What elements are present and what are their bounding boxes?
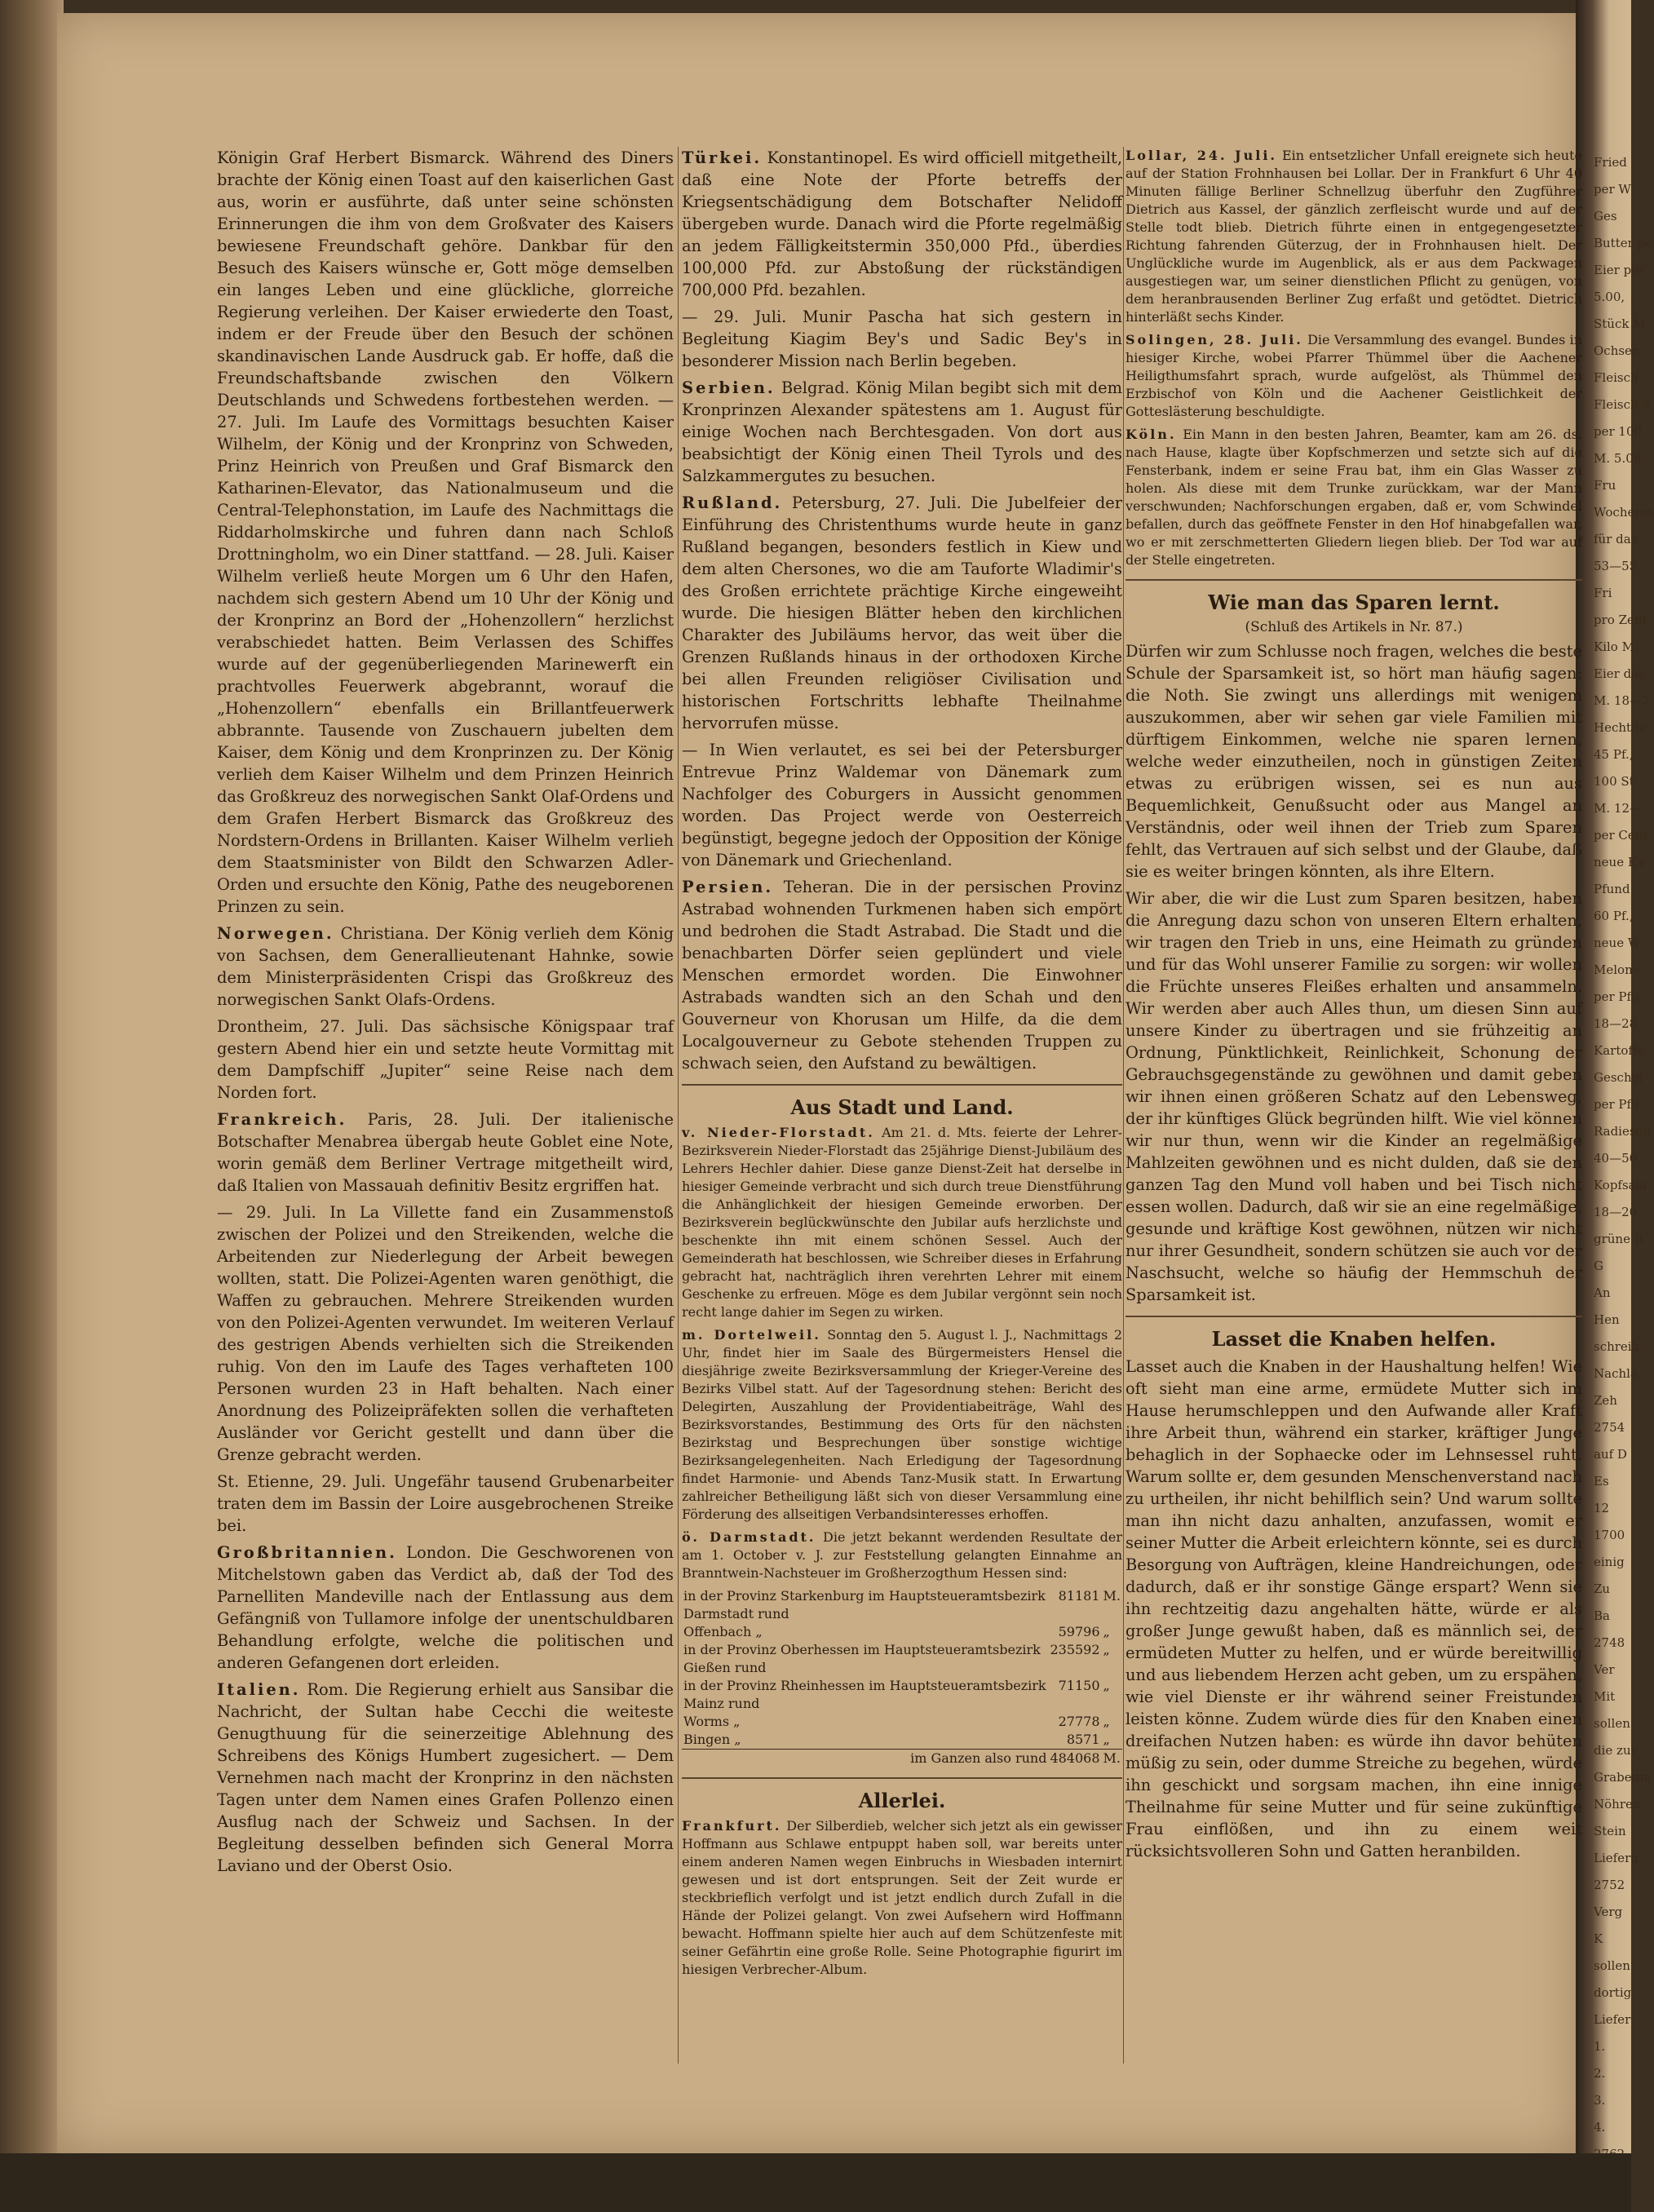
lead: Frankfurt. xyxy=(682,1818,782,1834)
edge-fragment: neue Ka xyxy=(1594,855,1644,869)
news-florstadt xyxy=(682,1124,1122,1321)
body: Die jetzt bekannt werdenden Resultate der am 1. October v. J. zur Feststellung gelangten Einnahme an Branntwein-Nachsteuer im Großherzogthum Hessen sind: xyxy=(682,1529,1123,1581)
article-turkey xyxy=(682,147,1122,301)
column-1 xyxy=(217,147,674,1882)
body: London. Die Geschworenen von Mitchelstown gaben das Verdict ab, daß der Tod des Parnelliten Mandeville nach der Entlassung aus dem Gefängniß von Tullamore infolge der unentschuldbaren Behandlung erfolgte, welche die politischen und anderen Gefangenen dort erleiden. xyxy=(217,1543,674,1672)
edge-fragment: Radiesch xyxy=(1594,1124,1651,1139)
edge-fragment: Ba xyxy=(1594,1608,1610,1623)
edge-fragment: Nöhren xyxy=(1594,1797,1641,1812)
news-lollar xyxy=(1126,147,1582,326)
edge-fragment: Pfund xyxy=(1594,882,1630,896)
edge-fragment: Nachla xyxy=(1594,1366,1638,1381)
tax-label: in der Provinz Rheinhessen im Hauptsteueramtsbezirk Mainz rund xyxy=(683,1678,1046,1711)
edge-fragment: sollen xyxy=(1594,1716,1630,1731)
edge-fragment: Wochenm xyxy=(1594,505,1654,520)
column-rule xyxy=(678,147,679,2064)
column-3 xyxy=(1126,147,1582,1867)
edge-fragment: 12 xyxy=(1594,1501,1610,1515)
tax-value: 59796 xyxy=(1058,1624,1100,1639)
edge-fragment: per 100 xyxy=(1594,424,1643,439)
edge-fragment: Hen xyxy=(1594,1312,1620,1327)
edge-fragment: per Cent xyxy=(1594,828,1648,843)
section-heading-knaben: Lasset die Knaben helfen. xyxy=(1211,1327,1497,1351)
edge-fragment: M. 18—2 xyxy=(1594,693,1650,708)
edge-fragment: 2754 xyxy=(1594,1420,1625,1435)
lead: Köln. xyxy=(1126,427,1177,442)
book-binding xyxy=(0,0,64,2212)
column-2 xyxy=(682,147,1122,1984)
tax-row xyxy=(682,1731,1122,1750)
edge-fragment: 100 St xyxy=(1594,774,1634,789)
lead: Solingen, 28. Juli. xyxy=(1126,332,1303,347)
tax-row xyxy=(682,1587,1122,1623)
article-france xyxy=(217,1108,674,1197)
tax-unit: „ xyxy=(1103,1732,1110,1747)
lead: Großbritannien. xyxy=(217,1543,397,1562)
edge-fragment: 2748 xyxy=(1594,1635,1625,1650)
edge-fragment: 40—50 xyxy=(1594,1151,1638,1166)
edge-fragment: Fri xyxy=(1594,586,1612,600)
body: Der Silberdieb, welcher sich jetzt als ein gewisser Hoffmann aus Schlawe entpuppt haben soll, war bereits unter einem anderen Namen wegen Einbruchs in Wiesbaden internirt gewesen und ist dort entsprungen. Seit der Zeit wurde er steckbrieflich verfolgt und ist jetzt endlich durch Zufall in die Hände der Polizei gelangt. Von zwei Aufsehern wird Hoffmann bewacht. Hoffmann spielte hier auch auf dem Schützenfeste mit seiner Gefährtin eine große Rolle. Seine Photographie figurirt im hiesigen Verbrecher-Album. xyxy=(682,1818,1122,1977)
body: Paris, 28. Juli. Der italienische Botschafter Menabrea übergab heute Goblet eine Note, worin gemäß dem Berliner Vertrage mitgetheilt wird, daß Italien von Massauah definitiv Besitz ergriffen hat. xyxy=(217,1110,674,1195)
tax-value: 8571 xyxy=(1066,1732,1100,1747)
edge-fragment: die zur xyxy=(1594,1743,1637,1758)
edge-fragment: Eier per xyxy=(1594,263,1645,277)
body: Die Versammlung des evangel. Bundes in hiesiger Kirche, wobei Pfarrer Thümmel über die Aachener Heiligthumsfahrt sprach, wurde aufgelöst, als Thümmel den Erzbischof von Köln und die Aachener Geistlichkeit der Gotteslästerung beschuldigte. xyxy=(1126,332,1582,419)
tax-unit: „ xyxy=(1103,1678,1110,1693)
edge-fragment: Eier das xyxy=(1594,666,1645,681)
edge-fragment: Mit xyxy=(1594,1689,1616,1704)
article-drontheim: Drontheim, 27. Juli. Das sächsische Königspaar traf gestern Abend hier ein und setzte heute Vormittag mit dem Dampfschiff „Jupiter“ seine Reise nach dem Norden fort. xyxy=(217,1017,674,1102)
edge-fragment: 2. xyxy=(1594,2066,1606,2081)
edge-fragment: Fru xyxy=(1594,478,1616,493)
body: Konstantinopel. Es wird officiell mitgetheilt, daß eine Note der Pforte betreffs der Kriegsentschädigung dem Botschafter Nelidoff übergeben wurde. Danach wird die Pforte regelmäßig an jedem Fälligkeitstermin 350,000 Pfd., überdies 100,000 Pfd. zur Abstoßung der rückständigen 700,000 Pfd. bezahlen. xyxy=(682,148,1122,299)
edge-fragment: Es xyxy=(1594,1474,1609,1489)
sparen-paragraph-1: Dürfen wir zum Schlusse noch fragen, welches die beste Schule der Sparsamkeit ist, so hört man häufig sagen: die Noth. Sie zwingt uns allerdings mit wenigem auszukommen, aber wir sehen gar viele Familien mit dürftigem Einkommen, welche nie sparen lernen, welche weder einzutheilen, noch in günstigen Zeiten etwas zu erübrigen wissen, sei es nun aus Bequemlichkeit, Genußsucht oder aus Mangel an Verständnis, oder weil ihnen der Trieb zum Sparen fehlt, das Vertrauen auf sich selbst und der Glaube, daß sie es weiter bringen könnten, als ihre Eltern. xyxy=(1126,642,1582,881)
lead: Norwegen. xyxy=(217,924,334,943)
lead: Serbien. xyxy=(682,378,776,397)
edge-fragment: pro Zent xyxy=(1594,613,1647,627)
local-news xyxy=(682,1124,1122,1582)
lead: Persien. xyxy=(682,878,774,896)
article-norway xyxy=(217,922,674,1011)
lead: Lollar, 24. Juli. xyxy=(1126,148,1277,163)
tax-label: in der Provinz Oberhessen im Hauptsteueramtsbezirk Gießen rund xyxy=(683,1642,1041,1675)
body: Sonntag den 5. August l. J., Nachmittags 2 Uhr, findet hier im Saale des Bürgermeisters Hensel die diesjährige zweite Bezirksversammlung der Krieger-Vereine des Bezirks Vilbel statt. Auf der Tagesordnung stehen: Bericht des Delegirten, Auszahlung der Providentiabeiträge, Wahl des Bezirksvorstandes, Bestimmung des Orts für den nächsten Bezirkstag und Besprechungen über sonstige wichtige Bezirksangelegenheiten. Nach Erledigung der Tagesordnung findet Harmonie- und Abends Tanz-Musik statt. In Erwartung zahlreicher Betheiligung läßt sich von dieser Versammlung eine Förderung des allseitigen Verbandsinteresses erhoffen. xyxy=(682,1327,1122,1522)
body: Am 21. d. Mts. feierte der Lehrer-Bezirksverein Nieder-Florstadt das 25jährige Dienst-Jubiläum des Lehrers Hechler dahier. Diese ganze Dienst-Zeit hat derselbe in hiesiger Gemeinde verbracht und sich durch treue Dienstführung die Anhänglichkeit der hiesigen Gemeinde erworben. Der Bezirksverein beglückwünschte den Jubilar aufs herzlichste und beschenkte ihn mit einem schönen Sessel. Auch der Gemeinderath hat beschlossen, wie Schreiber dieses in Erfahrung gebracht hat, nachträglich ihren verehrten Lehrer mit einem Geschenke zu erfreuen. Möge es dem Jubilar vergönnt sein noch recht lange dahier im Segen zu wirken. xyxy=(682,1125,1122,1320)
edge-fragment: Verg xyxy=(1594,1905,1623,1919)
edge-fragment: M. 5.00 xyxy=(1594,451,1642,466)
edge-fragment: auf D xyxy=(1594,1447,1627,1462)
edge-fragment: Kopfsala xyxy=(1594,1178,1647,1192)
body: Ein entsetzlicher Unfall ereignete sich heute auf der Station Frohnhausen bei Lollar. Der in Frankfurt 6 Uhr 40 Minuten fällige Berliner Schnellzug überfuhr den Zugführer Dietrich aus Kassel, der gänzlich zerfleischt wurde und auf der Stelle todt blieb. Dietrich führte einen in entgegengesetzter Richtung fahrenden Güterzug, der in Frohnhausen hielt. Der Unglückliche wurde im Augenblick, als er aus dem Packwagen ausgestiegen war, um seiner dienstlichen Pflicht zu genügen, von dem heranbrausenden Berliner Zug erfaßt und getödtet. Dietrich hinterläßt sechs Kinder. xyxy=(1126,148,1582,325)
edge-fragment: Butter pe xyxy=(1594,236,1653,250)
article-sweden: Königin Graf Herbert Bismarck. Während des Diners brachte der König einen Toast auf den kaiserlichen Gast aus, worin er ausführte, daß unter seine schönsten Erinnerungen die ihm von dem Großvater des Kaisers bewiesene Freundschaft gehöre. Dankbar für den Besuch des Kaisers wünsche er, Gott möge demselben ein langes Leben und eine glückliche, glorreiche Regierung verleihen. Der Kaiser erwiederte den Toast, indem er der Freude über den Besuch der schönen skandinavischen Lande Ausdruck gab. Er hoffe, daß die Freundschaftsbande zwischen den Völkern Deutschlands und Schwedens fortbestehen werden. — 27. Juli. Im Laufe des Vormittags besuchten Kaiser Wilhelm, der König und der Kronprinz von Schweden, Prinz Heinrich von Preußen und Graf Bismarck den Katharinen-Elevator, das Nationalmuseum und die Central-Telephonstation, im Laufe des Nachmittags die Riddarholmskirche und fuhren dann nach Schloß Drottningholm, wo ein Diner stattfand. — 28. Juli. Kaiser Wilhelm verließ heute Morgen um 6 Uhr den Hafen, nachdem sich gestern Abend um 10 Uhr der König und der Kronprinz an Bord der „Hohenzollern“ herzlichst verabschiedet hatten. Beim Verlassen des Schiffes wurde auf der gegenüberliegenden Marinewerft ein prachtvolles Feuerwerk abgebrannt, worauf die „Hohenzollern“ ebenfalls ein Brillantfeuerwerk abbrannte. Tausende von Zuschauern jubelten dem Kaiser, dem König und dem Kronprinzen zu. Der König verlieh dem Kaiser Wilhelm und dem Prinzen Heinrich das Großkreuz des norwegischen Sankt Olaf-Ordens und dem Grafen Herbert Bismarck das Großkreuz des Nordstern-Ordens in Brillanten. Kaiser Wilhelm verlieh dem Staatsminister von Bildt den Schwarzen Adler-Orden und ersuchte den König, Pathe des neugeborenen Prinzen zu sein. xyxy=(217,148,674,916)
section-divider xyxy=(682,1777,1122,1779)
article-persia xyxy=(682,876,1122,1074)
tax-row xyxy=(682,1677,1122,1713)
tax-label: Worms „ xyxy=(683,1714,741,1729)
lead: m. Dortelweil. xyxy=(682,1327,821,1343)
edge-fragment: 1. xyxy=(1594,2039,1606,2054)
tax-row xyxy=(682,1713,1122,1731)
tax-label: in der Provinz Starkenburg im Hauptsteueramtsbezirk Darmstadt rund xyxy=(683,1588,1046,1621)
body: Belgrad. König Milan begibt sich mit dem Kronprinzen Alexander spätestens am 1. August für einige Wochen nach Berchtesgaden. Von dort aus beabsichtigt der König einen Theil Tyrols und des Salzkammergutes zu besuchen. xyxy=(682,378,1122,485)
tax-unit: M. xyxy=(1103,1588,1121,1604)
edge-fragment: grüne B xyxy=(1594,1232,1643,1246)
edge-fragment: 3. xyxy=(1594,2093,1606,2108)
article-britain xyxy=(217,1542,674,1674)
edge-fragment: per Pfu xyxy=(1594,1097,1639,1112)
sparen-paragraph-2: Wir aber, die wir die Lust zum Sparen besitzen, haben die Anregung dazu schon von unseren Eltern erhalten, wir tragen den Trieb in uns, eine Heimath zu gründen und für das Wohl unserer Familie zu sorgen: wir wollen die Früchte unseres Fleißes erhalten und ansammeln. Wir werden aber auch Alles thun, um diesen Sinn auf unsere Kinder zu übertragen und sie frühzeitig an Ordnung, Pünktlichkeit, Reinlichkeit, Schonung der Gebrauchsgegenstände zu gewöhnen und damit geben wir ihnen einen größeren Schatz auf den Lebensweg, der ihr künftiges Glück begründen hilft. Wie viel können wir nur thun, wenn wir die Kinder an regelmäßige Mahlzeiten gewöhnen und es nicht dulden, daß sie den ganzen Tag den Mund voll haben und bei Tisch nicht essen wollen. Dadurch, daß wir sie an eine regelmäßige, gesunde und kräftige Kost gewöhnen, nützen wir nicht nur ihrer Gesundheit, sondern schützen sie auch vor der Naschsucht, welche so häufig der Hemmschuh der Sparsamkeit ist. xyxy=(1126,889,1582,1304)
tax-row xyxy=(682,1623,1122,1641)
edge-fragment: sollen xyxy=(1594,1958,1630,1973)
tax-total-value: 484068 xyxy=(1050,1750,1100,1766)
knaben-paragraph: Lasset auch die Knaben in der Haushaltung helfen! Wie oft sieht man eine arme, ermüdete Mutter sich im Hause herumschleppen und den Aufwande aller Kraft ihre Arbeit thun, während ein starker, kräftiger Junge behaglich in der Sophaecke oder im Lehnsessel ruht. Warum sollte er, dem gesunden Menschenverstand nach zu urtheilen, ihr nicht behilflich sein? Und warum sollte man ihn nicht dazu anhalten, anzufassen, womit er seiner Mutter die Arbeit erleichtern könnte, sei es durch Besorgung von Aufträgen, kleine Handreichungen, oder dadurch, daß er ihr sonstige Gänge erspart? Wenn sie ihn rechtzeitig dazu angehalten hätte, würde er als großer Junge gewußt haben, daß es männlich sei, der ermüdeten Mutter zu helfen, und er würde bereitwillig und aus liebendem Herzen acht geben, um zu erspähen, wie viel Dienste er ihr während seiner Freistunden leisten könne. Zudem würde dies für den Knaben einen dreifachen Nutzen haben: es würde ihn davor behüten müßig zu sein, oder dumme Streiche zu begehen, würde ihn geschickt und sorgsam machen, ihn eine innige Theilnahme für seine Mutter und für seine zukünftige Frau einflößen, und ihn zu einem weit rücksichtsvolleren Sohn und Gatten heranbilden. xyxy=(1126,1357,1582,1860)
edge-fragment: 4. xyxy=(1594,2120,1606,2135)
edge-fragment: Kartoffe xyxy=(1594,1043,1644,1058)
edge-fragment: per W xyxy=(1594,182,1631,197)
edge-fragment: Ges xyxy=(1594,209,1617,223)
article-italy xyxy=(217,1679,674,1877)
edge-fragment: per Pfu xyxy=(1594,989,1639,1004)
section-divider xyxy=(1126,1316,1582,1317)
adjacent-page-edge xyxy=(1576,0,1654,2212)
edge-fragment: Zu xyxy=(1594,1582,1611,1596)
edge-fragment: Geschei xyxy=(1594,1070,1643,1085)
tax-table xyxy=(682,1587,1122,1767)
bottom-shadow xyxy=(0,2153,1631,2212)
tax-total-label: im Ganzen also rund xyxy=(682,1750,1048,1768)
edge-fragment: Stein xyxy=(1594,1824,1626,1838)
edge-fragment: Fried xyxy=(1594,155,1627,170)
misc-news xyxy=(1126,147,1582,569)
tax-value: 81181 xyxy=(1058,1588,1100,1604)
article-lavillette: — 29. Juli. In La Villette fand ein Zusammenstoß zwischen der Polizei und den Streikenden, welche die Arbeitenden zur Niederlegung der Arbeit bewegen wollten, statt. Die Polizei-Agenten waren genöthigt, die Waffen zu gebrauchen. Mehrere Streikenden wurden von den Polizei-Agenten verwundet. Im weiteren Verlauf des gestrigen Abends verhielten sich die Streikenden ruhig. Von den im Laufe des Tages verhafteten 100 Personen wurden 23 in Haft behalten. Nach einer Anordnung des Polizeipräfekten sollen die verhafteten Ausländer vor Gericht gestellt und dann über die Grenze gebracht werden. xyxy=(217,1203,674,1464)
lead: Italien. xyxy=(217,1680,301,1699)
article-russia xyxy=(682,492,1122,734)
edge-fragment: dortig xyxy=(1594,1985,1632,2000)
lead: ö. Darmstadt. xyxy=(682,1529,816,1545)
edge-fragment: einig xyxy=(1594,1555,1625,1569)
edge-fragment: 18—28 xyxy=(1594,1016,1638,1031)
edge-fragment: neue W xyxy=(1594,936,1641,950)
tax-unit: „ xyxy=(1103,1714,1110,1729)
section-heading-sparen: Wie man das Sparen lernt. xyxy=(1208,591,1500,614)
edge-fragment: Grabenm xyxy=(1594,1770,1652,1785)
edge-fragment: Ver xyxy=(1594,1662,1615,1677)
edge-fragment: Zeh xyxy=(1594,1393,1617,1408)
edge-fragment: schreib xyxy=(1594,1339,1640,1354)
section-divider xyxy=(1126,579,1582,581)
section-heading-stadt: Aus Stadt und Land. xyxy=(790,1095,1014,1119)
tax-value: 235592 xyxy=(1050,1642,1100,1657)
section-heading-allerlei: Allerlei. xyxy=(858,1789,946,1812)
edge-fragment: 60 Pf., xyxy=(1594,909,1634,923)
edge-fragment: K xyxy=(1594,1931,1603,1946)
body: Petersburg, 27. Juli. Die Jubelfeier der Einführung des Christenthums wurde heute in ganz Rußland begangen, besonders festlich in Kiew und dem alten Chersones, wo die am Tauforte Wladimir's des Großen errichtete prächtige Kirche eingeweiht wurde. Die hiesigen Blätter heben den kirchlichen Charakter des Jubiläums hervor, das weit über die Grenzen Rußlands hinaus in der orthodoxen Kirche bei allen Freunden religiöser Civilisation und historischen Fortschritts lebhafte Theilnahme hervorrufen müsse. xyxy=(682,493,1122,732)
edge-fragment: Liefer xyxy=(1594,2012,1631,2027)
lead: v. Nieder-Florstadt. xyxy=(682,1125,875,1140)
tax-total-row xyxy=(682,1750,1122,1768)
article-munir: — 29. Juli. Munir Pascha hat sich gestern in Begleitung Kiagim Bey's und Sadic Bey's in besonderer Mission nach Berlin begeben. xyxy=(682,307,1122,370)
edge-fragment: 2752 xyxy=(1594,1878,1625,1892)
section-subheading-sparen: (Schluß des Artikels in Nr. 87.) xyxy=(1245,619,1463,635)
edge-fragment: 1700 xyxy=(1594,1528,1625,1542)
edge-fragment: Ochsen xyxy=(1594,343,1640,358)
body: Ein Mann in den besten Jahren, Beamter, kam am 26. ds. nach Hause, klagte über Kopfschmerzen und setzte sich auf die Fensterbank, indem er seine Frau bat, ihm ein Glas Wasser zu holen. Als diese mit dem Trunke zurückkam, war der Mann verschwunden; Nachforschungen ergaben, daß er, vom Schwindel befallen, durch das geöffnete Fenster in den Hof hinabgefallen war, wo er mit zerschmetterten Gliedern liegen blieb. Der Tod war auf der Stelle eingetreten. xyxy=(1126,427,1582,568)
tax-label: Bingen „ xyxy=(683,1732,741,1747)
edge-fragment: G xyxy=(1594,1259,1603,1273)
edge-fragment: Fleisch xyxy=(1594,370,1639,385)
news-dortelweil xyxy=(682,1326,1122,1524)
lead: Rußland. xyxy=(682,493,783,512)
tax-value: 71150 xyxy=(1058,1678,1100,1693)
article-stetienne: St. Etienne, 29. Juli. Ungefähr tausend Grubenarbeiter traten dem im Bassin der Loire ausgebrochenen Streike bei. xyxy=(217,1472,674,1535)
tax-row xyxy=(682,1641,1122,1677)
news-frankfurt xyxy=(682,1817,1122,1979)
allerlei-news xyxy=(682,1817,1122,1979)
news-darmstadt xyxy=(682,1528,1122,1582)
edge-fragment: Melone xyxy=(1594,962,1640,977)
lead: Türkei. xyxy=(682,148,763,167)
tax-unit: „ xyxy=(1103,1642,1110,1657)
tax-total-unit: M. xyxy=(1103,1750,1121,1766)
section-divider xyxy=(682,1084,1122,1086)
tax-value: 27778 xyxy=(1058,1714,1100,1729)
edge-fragment: Stück M xyxy=(1594,316,1646,331)
edge-fragment: Kilo M. xyxy=(1594,639,1639,654)
edge-fragment: Hechtfle xyxy=(1594,720,1647,735)
article-serbia xyxy=(682,377,1122,487)
tax-label: Offenbach „ xyxy=(683,1624,763,1639)
edge-fragment: 53—55 xyxy=(1594,559,1638,573)
edge-fragment: Fleisch 5 xyxy=(1594,397,1650,412)
article-vienna: — In Wien verlautet, es sei bei der Petersburger Entrevue Prinz Waldemar von Dänemark zum Nachfolger des Coburgers in Aussicht genommen worden. Das Project werde von Oesterreich begünstigt, begegne jedoch der Opposition der Könige von Dänemark und Griechenland. xyxy=(682,741,1122,869)
edge-fragment: An xyxy=(1594,1285,1611,1300)
news-koeln xyxy=(1126,426,1582,569)
edge-fragment: Lieferu xyxy=(1594,1851,1639,1865)
column-rule xyxy=(1123,147,1124,2064)
edge-fragment: 45 Pf., xyxy=(1594,747,1634,762)
edge-fragment: M. 12— xyxy=(1594,801,1642,816)
lead: Frankreich. xyxy=(217,1110,347,1129)
body: Christiana. Der König verlieh dem König von Sachsen, dem Generallieutenant Hahnke, sowie dem Ministerpräsidenten Crispi das Großkreuz des norwegischen Sankt Olafs-Ordens. xyxy=(217,924,674,1009)
edge-fragment: für das xyxy=(1594,532,1638,546)
tax-unit: „ xyxy=(1103,1624,1110,1639)
edge-fragment: 5.00, xyxy=(1594,290,1625,304)
edge-fragment: 18—20 xyxy=(1594,1205,1638,1219)
body: Teheran. Die in der persischen Provinz Astrabad wohnenden Turkmenen haben sich empört und bedrohen die Stadt Astrabad. Die Stadt und die benachbarten Dörfer seien geplündert und viele Menschen ermordet worden. Die Einwohner Astrabads wandten sich an den Schah und den Gouverneur von Khorusan um Hilfe, da die dem Localgouverneur zu Gebote stehenden Truppen zu schwach seien, den Aufstand zu bewältigen. xyxy=(682,878,1122,1073)
news-solingen xyxy=(1126,331,1582,421)
body: Rom. Die Regierung erhielt aus Sansibar die Nachricht, der Sultan habe Cecchi die weiteste Genugthuung für die seinerzeitige Ablehnung des Schreibens des Königs Humbert zugesichert. — Dem Vernehmen nach macht der Kronprinz in den nächsten Tagen unter dem Namen eines Grafen Pollenzo einen Ausflug nach der Schweiz und Sachsen. In der Begleitung desselben befinden sich General Morra Laviano und der Oberst Osio. xyxy=(217,1680,674,1875)
